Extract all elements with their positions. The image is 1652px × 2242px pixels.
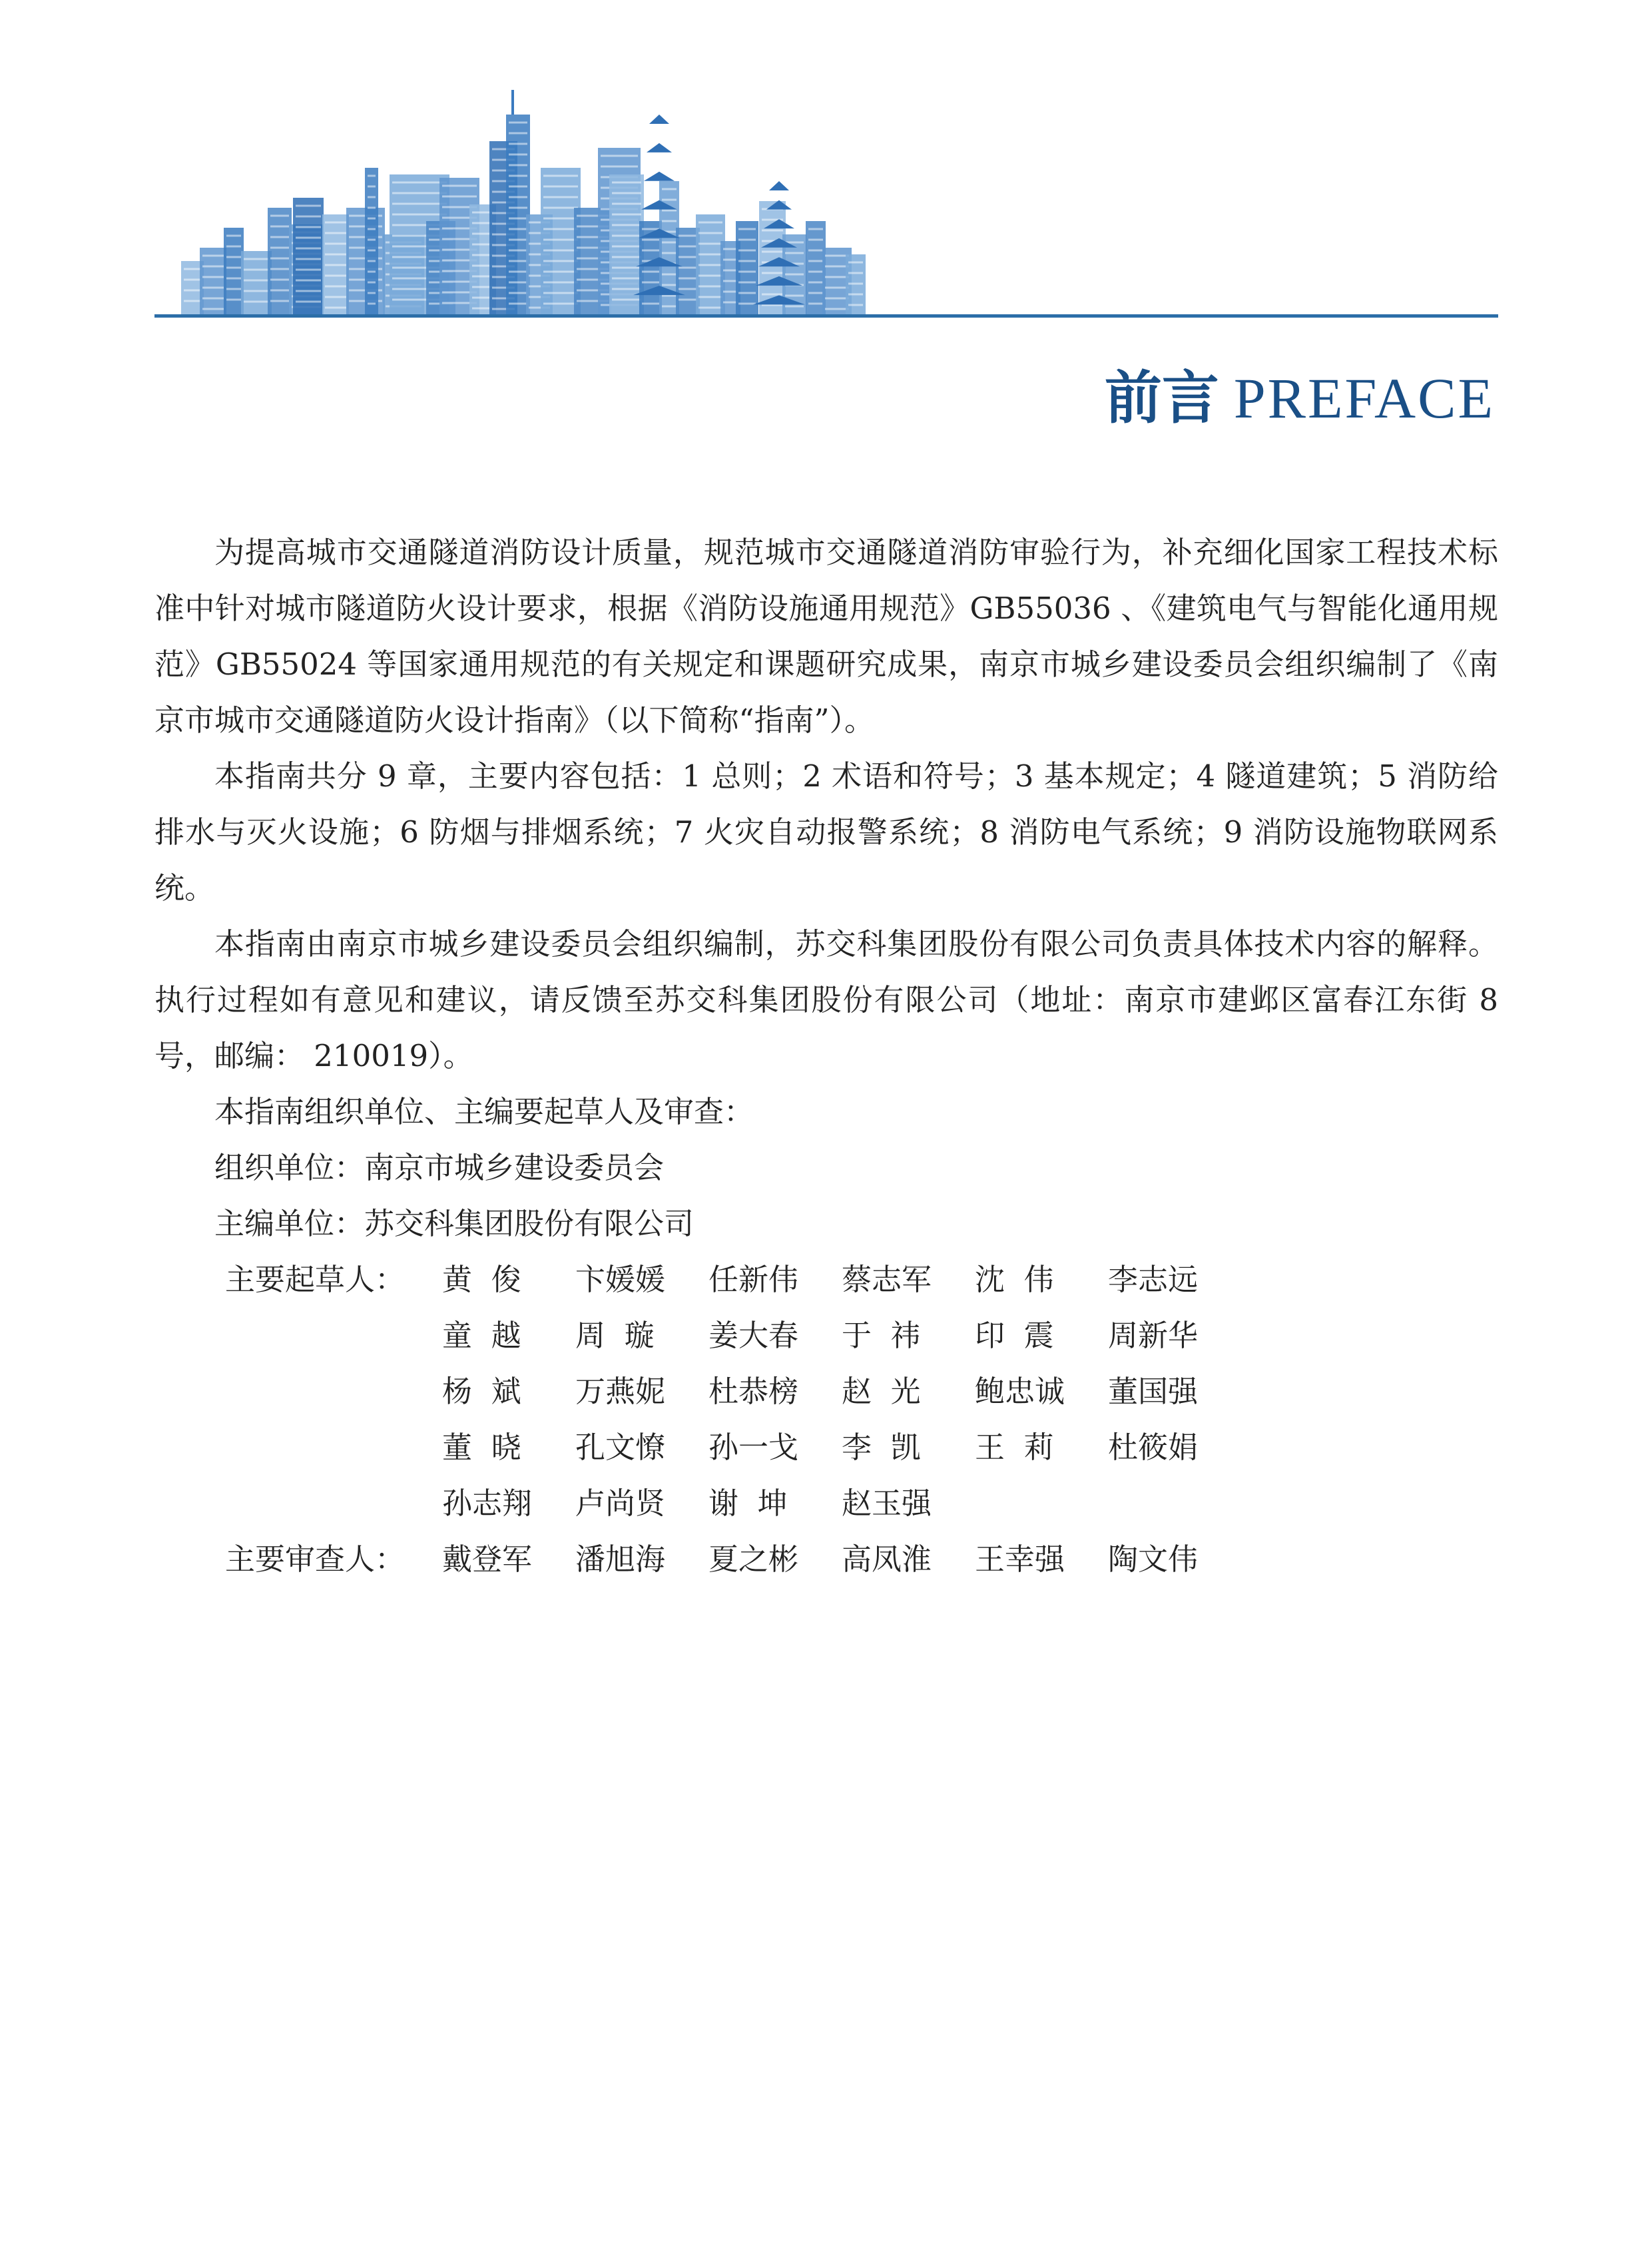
person-name: 鲍忠诚 — [975, 1374, 1065, 1409]
drafters-row — [154, 1252, 1498, 1308]
line-intro: 本指南组织单位、主编要起草人及审查： — [214, 1094, 754, 1129]
skyline-building — [268, 208, 292, 314]
person-name: 蔡志军 — [842, 1262, 932, 1297]
pagoda-tier — [649, 115, 669, 124]
skyline-building — [224, 228, 244, 314]
skyline-building — [293, 198, 324, 314]
header-rule — [154, 314, 1498, 318]
person-name: 姜大春 — [708, 1318, 799, 1353]
person-name: 高凤淮 — [842, 1541, 932, 1577]
person-name: 印 震 — [975, 1318, 1054, 1353]
skyline-building — [200, 248, 226, 314]
person-name: 孙志翔 — [442, 1486, 533, 1521]
paragraph-purpose: 为提高城市交通隧道消防设计质量，规范城市交通隧道消防审验行为，补充细化国家工程技术标准中针对城市隧道防火设计要求，根据《消防设施通用规范》GB55036 、《建筑电气与智能化通用规范》GB55024 等国家通用规范的有关规定和课题研究成果，南京市城乡建设委员会组织编制了《南京市城市交通隧道防火设计指南》（以下简称“指南”）。 — [154, 535, 1498, 738]
person-name: 卞媛媛 — [575, 1262, 666, 1297]
person-name: 王幸强 — [975, 1541, 1065, 1577]
preface-body — [154, 525, 1498, 1587]
person-name: 夏之彬 — [708, 1541, 799, 1577]
person-name: 周新华 — [1108, 1318, 1199, 1353]
person-name: 孙一戈 — [708, 1430, 799, 1465]
paragraph-contents: 本指南共分 9 章，主要内容包括：1 总则；2 术语和符号；3 基本规定；4 隧道建筑；5 消防给排水与灭火设施；6 防烟与排烟系统；7 火灾自动报警系统；8 消防电气系统；9 消防设施物联网系统。 — [154, 758, 1498, 906]
paragraph-contact: 本指南由南京市城乡建设委员会组织编制，苏交科集团股份有限公司负责具体技术内容的解释。执行过程如有意见和建议，请反馈至苏交科集团股份有限公司（地址：南京市建邺区富春江东街 8 号，邮编： 210019）。 — [154, 926, 1498, 1073]
person-name: 于 祎 — [842, 1318, 921, 1353]
drafters-block — [154, 1252, 1498, 1587]
person-name: 卢尚贤 — [575, 1486, 666, 1521]
person-name: 沈 伟 — [975, 1262, 1054, 1297]
person-name: 童 越 — [442, 1318, 521, 1353]
line-chief-editor: 主编单位：苏交科集团股份有限公司 — [214, 1206, 694, 1241]
person-name: 赵 光 — [842, 1374, 921, 1409]
person-name: 李志远 — [1108, 1262, 1199, 1297]
person-name: 赵玉强 — [842, 1486, 932, 1521]
drafters-label: 主要起草人： — [225, 1262, 406, 1297]
person-name: 任新伟 — [708, 1262, 799, 1297]
line-organizer: 组织单位：南京市城乡建设委员会 — [214, 1150, 665, 1185]
person-name: 万燕妮 — [575, 1374, 666, 1409]
pagoda-tier — [644, 172, 675, 181]
pagoda-tier — [647, 143, 672, 152]
person-name: 杨 斌 — [442, 1374, 521, 1409]
page-title — [1105, 365, 1495, 431]
pagoda-tier — [769, 181, 789, 190]
skyline-building — [241, 251, 272, 314]
person-name: 周 璇 — [575, 1318, 655, 1353]
person-name: 董国强 — [1108, 1374, 1199, 1409]
person-name: 黄 俊 — [442, 1262, 521, 1297]
reviewers-label: 主要审查人： — [225, 1541, 406, 1577]
skyline-illustration — [0, 0, 1652, 320]
person-name: 杜筱娟 — [1108, 1430, 1199, 1465]
person-name: 李 凯 — [842, 1430, 921, 1465]
person-name: 谢 坤 — [708, 1486, 788, 1521]
person-name: 潘旭海 — [575, 1541, 666, 1577]
reviewers-row — [154, 1532, 1498, 1587]
person-name: 戴登军 — [442, 1541, 533, 1577]
drafters-row — [154, 1308, 1498, 1364]
person-name: 董 晓 — [442, 1430, 521, 1465]
title-chinese: 前言 — [1104, 364, 1219, 431]
drafters-row — [154, 1476, 1498, 1532]
person-name: 王 莉 — [975, 1430, 1054, 1465]
skyline-building — [736, 221, 758, 314]
drafters-row — [154, 1420, 1498, 1476]
drafters-row — [154, 1364, 1498, 1420]
person-name: 杜恭榜 — [708, 1374, 799, 1409]
person-name: 陶文伟 — [1108, 1541, 1199, 1577]
person-name: 孔文憭 — [575, 1430, 666, 1465]
title-english: PREFACE — [1233, 366, 1495, 430]
